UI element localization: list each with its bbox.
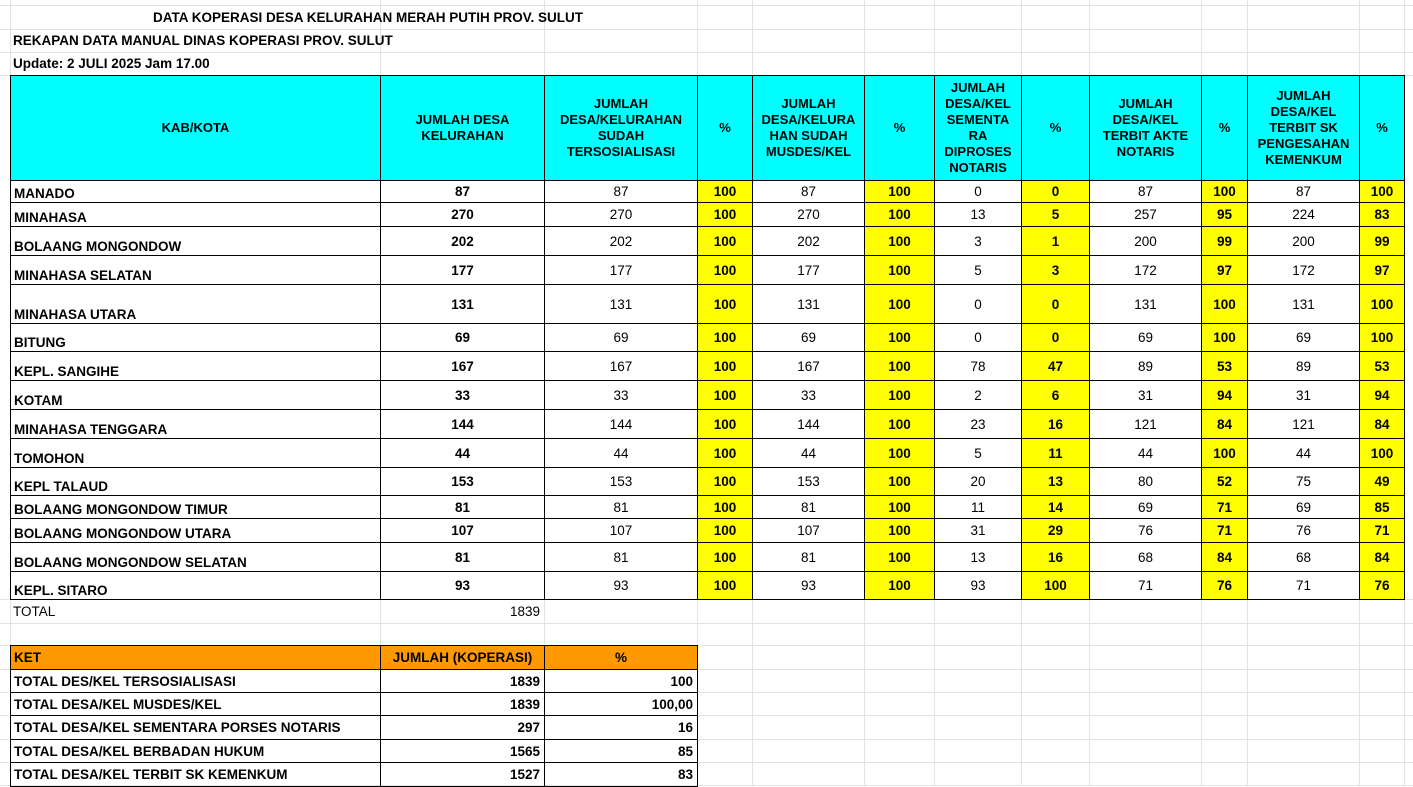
percent-cell: 100	[1201, 180, 1248, 203]
header-percent: %	[697, 75, 753, 181]
table-cell: 153	[544, 467, 698, 496]
percent-cell: 100	[697, 380, 753, 410]
table-cell: 31	[934, 518, 1022, 543]
table-cell: 71	[1247, 571, 1360, 600]
row-kab-kota: KEPL. SITARO	[10, 571, 381, 600]
summary-jumlah: 1527	[380, 762, 545, 787]
row-kab-kota: TOMOHON	[10, 438, 381, 468]
percent-cell: 99	[1359, 226, 1405, 256]
percent-cell: 97	[1201, 255, 1248, 285]
header-percent: %	[1021, 75, 1090, 181]
table-cell: 44	[752, 438, 865, 468]
percent-cell: 100	[864, 438, 935, 468]
percent-cell: 100	[1201, 438, 1248, 468]
percent-cell: 71	[1201, 495, 1248, 519]
header-column: JUMLAH DESA/KELURAHAN SUDAH TERSOSIALISASI	[544, 75, 698, 181]
table-cell: 68	[1089, 542, 1202, 572]
table-cell: 13	[934, 202, 1022, 227]
row-kab-kota: MINAHASA TENGGARA	[10, 409, 381, 439]
summary-percent: 85	[544, 739, 698, 763]
percent-cell: 29	[1021, 518, 1090, 543]
jumlah-desa-cell: 167	[380, 351, 545, 381]
table-cell: 69	[544, 323, 698, 352]
table-cell: 93	[752, 571, 865, 600]
row-kab-kota: MINAHASA	[10, 202, 381, 227]
percent-cell: 100	[697, 351, 753, 381]
table-cell: 167	[544, 351, 698, 381]
percent-cell: 100	[864, 351, 935, 381]
percent-cell: 76	[1201, 571, 1248, 600]
table-cell: 153	[752, 467, 865, 496]
table-cell: 172	[1089, 255, 1202, 285]
summary-percent: 100,00	[544, 692, 698, 716]
summary-header: JUMLAH (KOPERASI)	[380, 645, 545, 670]
percent-cell: 100	[1359, 284, 1405, 324]
percent-cell: 76	[1359, 571, 1405, 600]
table-cell: 5	[934, 438, 1022, 468]
header-percent: %	[1201, 75, 1248, 181]
row-kab-kota: KEPL TALAUD	[10, 467, 381, 496]
percent-cell: 100	[1359, 180, 1405, 203]
percent-cell: 53	[1201, 351, 1248, 381]
table-cell: 144	[752, 409, 865, 439]
row-kab-kota: BOLAANG MONGONDOW TIMUR	[10, 495, 381, 519]
percent-cell: 100	[1359, 323, 1405, 352]
percent-cell: 83	[1359, 202, 1405, 227]
percent-cell: 100	[864, 542, 935, 572]
percent-cell: 1	[1021, 226, 1090, 256]
jumlah-desa-cell: 177	[380, 255, 545, 285]
percent-cell: 100	[864, 380, 935, 410]
table-cell: 13	[934, 542, 1022, 572]
row-kab-kota: KOTAM	[10, 380, 381, 410]
total-label: TOTAL	[13, 603, 56, 619]
table-cell: 270	[752, 202, 865, 227]
percent-cell: 100	[697, 542, 753, 572]
percent-cell: 100	[864, 226, 935, 256]
table-cell: 44	[1247, 438, 1360, 468]
percent-cell: 100	[864, 255, 935, 285]
summary-label: TOTAL DESA/KEL TERBIT SK KEMENKUM	[10, 762, 381, 787]
table-cell: 202	[752, 226, 865, 256]
percent-cell: 100	[697, 495, 753, 519]
table-cell: 78	[934, 351, 1022, 381]
percent-cell: 52	[1201, 467, 1248, 496]
table-cell: 131	[752, 284, 865, 324]
table-cell: 93	[544, 571, 698, 600]
jumlah-desa-cell: 270	[380, 202, 545, 227]
table-cell: 107	[752, 518, 865, 543]
jumlah-desa-cell: 107	[380, 518, 545, 543]
percent-cell: 100	[697, 284, 753, 324]
table-cell: 144	[544, 409, 698, 439]
percent-cell: 84	[1201, 409, 1248, 439]
total-value: 1839	[509, 603, 540, 619]
percent-cell: 0	[1021, 284, 1090, 324]
summary-percent: 83	[544, 762, 698, 787]
percent-cell: 100	[864, 323, 935, 352]
jumlah-desa-cell: 69	[380, 323, 545, 352]
jumlah-desa-cell: 81	[380, 542, 545, 572]
summary-header: KET	[10, 645, 381, 670]
sheet-title: DATA KOPERASI DESA KELURAHAN MERAH PUTIH PROV. SULUT	[153, 9, 584, 25]
summary-percent: 100	[544, 669, 698, 693]
table-cell: 89	[1247, 351, 1360, 381]
percent-cell: 100	[697, 323, 753, 352]
table-cell: 5	[934, 255, 1022, 285]
row-kab-kota: MINAHASA SELATAN	[10, 255, 381, 285]
percent-cell: 100	[697, 571, 753, 600]
percent-cell: 14	[1021, 495, 1090, 519]
table-cell: 270	[544, 202, 698, 227]
percent-cell: 13	[1021, 467, 1090, 496]
percent-cell: 94	[1359, 380, 1405, 410]
header-percent: %	[1359, 75, 1405, 181]
table-cell: 71	[1089, 571, 1202, 600]
percent-cell: 47	[1021, 351, 1090, 381]
table-cell: 224	[1247, 202, 1360, 227]
row-kab-kota: MINAHASA UTARA	[10, 284, 381, 324]
percent-cell: 3	[1021, 255, 1090, 285]
summary-label: TOTAL DESA/KEL SEMENTARA PORSES NOTARIS	[10, 715, 381, 740]
percent-cell: 100	[1359, 438, 1405, 468]
header-column: JUMLAH DESA/KEL SEMENTA RA DIPROSES NOTARIS	[934, 75, 1022, 181]
percent-cell: 100	[697, 438, 753, 468]
summary-jumlah: 297	[380, 715, 545, 740]
header-percent: %	[864, 75, 935, 181]
percent-cell: 0	[1021, 180, 1090, 203]
table-cell: 131	[1247, 284, 1360, 324]
percent-cell: 5	[1021, 202, 1090, 227]
jumlah-desa-cell: 33	[380, 380, 545, 410]
percent-cell: 71	[1359, 518, 1405, 543]
percent-cell: 100	[864, 284, 935, 324]
percent-cell: 100	[864, 571, 935, 600]
jumlah-desa-cell: 153	[380, 467, 545, 496]
table-cell: 80	[1089, 467, 1202, 496]
row-kab-kota: MANADO	[10, 180, 381, 203]
header-column: JUMLAH DESA/KELURA HAN SUDAH MUSDES/KEL	[752, 75, 865, 181]
percent-cell: 100	[697, 255, 753, 285]
summary-header: %	[544, 645, 698, 670]
row-kab-kota: KEPL. SANGIHE	[10, 351, 381, 381]
percent-cell: 16	[1021, 542, 1090, 572]
percent-cell: 11	[1021, 438, 1090, 468]
percent-cell: 94	[1201, 380, 1248, 410]
jumlah-desa-cell: 202	[380, 226, 545, 256]
table-cell: 2	[934, 380, 1022, 410]
summary-jumlah: 1565	[380, 739, 545, 763]
table-cell: 81	[544, 495, 698, 519]
table-cell: 257	[1089, 202, 1202, 227]
row-kab-kota: BITUNG	[10, 323, 381, 352]
header-column: JUMLAH DESA/KEL TERBIT SK PENGESAHAN KEMENKUM	[1247, 75, 1360, 181]
table-cell: 33	[544, 380, 698, 410]
jumlah-desa-cell: 87	[380, 180, 545, 203]
table-cell: 93	[934, 571, 1022, 600]
table-cell: 87	[752, 180, 865, 203]
table-cell: 81	[544, 542, 698, 572]
table-cell: 121	[1247, 409, 1360, 439]
table-cell: 31	[1247, 380, 1360, 410]
table-cell: 87	[1247, 180, 1360, 203]
jumlah-desa-cell: 93	[380, 571, 545, 600]
table-cell: 69	[1089, 495, 1202, 519]
table-cell: 131	[1089, 284, 1202, 324]
percent-cell: 84	[1201, 542, 1248, 572]
percent-cell: 16	[1021, 409, 1090, 439]
table-cell: 69	[752, 323, 865, 352]
percent-cell: 100	[864, 202, 935, 227]
table-cell: 0	[934, 284, 1022, 324]
percent-cell: 100	[697, 180, 753, 203]
table-cell: 172	[1247, 255, 1360, 285]
percent-cell: 100	[864, 518, 935, 543]
row-kab-kota: BOLAANG MONGONDOW	[10, 226, 381, 256]
row-kab-kota: BOLAANG MONGONDOW UTARA	[10, 518, 381, 543]
table-cell: 167	[752, 351, 865, 381]
percent-cell: 100	[864, 180, 935, 203]
sheet-subtitle: REKAPAN DATA MANUAL DINAS KOPERASI PROV. SULUT	[13, 33, 393, 48]
table-cell: 44	[544, 438, 698, 468]
percent-cell: 100	[1201, 284, 1248, 324]
table-cell: 202	[544, 226, 698, 256]
percent-cell: 100	[1201, 323, 1248, 352]
table-cell: 69	[1247, 495, 1360, 519]
percent-cell: 100	[1021, 571, 1090, 600]
percent-cell: 97	[1359, 255, 1405, 285]
header-column: JUMLAH DESA KELURAHAN	[380, 75, 545, 181]
table-cell: 81	[752, 542, 865, 572]
percent-cell: 100	[697, 467, 753, 496]
gridline	[0, 623, 1413, 624]
percent-cell: 100	[864, 409, 935, 439]
percent-cell: 85	[1359, 495, 1405, 519]
percent-cell: 6	[1021, 380, 1090, 410]
percent-cell: 84	[1359, 409, 1405, 439]
summary-label: TOTAL DESA/KEL BERBADAN HUKUM	[10, 739, 381, 763]
table-cell: 75	[1247, 467, 1360, 496]
row-kab-kota: BOLAANG MONGONDOW SELATAN	[10, 542, 381, 572]
table-cell: 68	[1247, 542, 1360, 572]
percent-cell: 53	[1359, 351, 1405, 381]
summary-label: TOTAL DESA/KEL MUSDES/KEL	[10, 692, 381, 716]
table-cell: 3	[934, 226, 1022, 256]
percent-cell: 100	[864, 495, 935, 519]
table-cell: 69	[1247, 323, 1360, 352]
table-cell: 23	[934, 409, 1022, 439]
percent-cell: 100	[864, 467, 935, 496]
jumlah-desa-cell: 44	[380, 438, 545, 468]
header-column: JUMLAH DESA/KEL TERBIT AKTE NOTARIS	[1089, 75, 1202, 181]
summary-label: TOTAL DES/KEL TERSOSIALISASI	[10, 669, 381, 693]
table-cell: 107	[544, 518, 698, 543]
table-cell: 177	[752, 255, 865, 285]
jumlah-desa-cell: 144	[380, 409, 545, 439]
table-cell: 200	[1247, 226, 1360, 256]
percent-cell: 99	[1201, 226, 1248, 256]
percent-cell: 100	[697, 226, 753, 256]
percent-cell: 84	[1359, 542, 1405, 572]
update-timestamp: Update: 2 JULI 2025 Jam 17.00	[13, 56, 210, 71]
table-cell: 89	[1089, 351, 1202, 381]
percent-cell: 100	[697, 409, 753, 439]
summary-jumlah: 1839	[380, 669, 545, 693]
table-cell: 11	[934, 495, 1022, 519]
summary-jumlah: 1839	[380, 692, 545, 716]
percent-cell: 49	[1359, 467, 1405, 496]
table-cell: 33	[752, 380, 865, 410]
table-cell: 0	[934, 180, 1022, 203]
table-cell: 31	[1089, 380, 1202, 410]
table-cell: 76	[1089, 518, 1202, 543]
table-cell: 87	[1089, 180, 1202, 203]
percent-cell: 95	[1201, 202, 1248, 227]
table-cell: 131	[544, 284, 698, 324]
table-cell: 200	[1089, 226, 1202, 256]
summary-percent: 16	[544, 715, 698, 740]
table-cell: 44	[1089, 438, 1202, 468]
table-cell: 69	[1089, 323, 1202, 352]
header-kab-kota: KAB/KOTA	[10, 75, 381, 181]
table-cell: 177	[544, 255, 698, 285]
percent-cell: 0	[1021, 323, 1090, 352]
percent-cell: 71	[1201, 518, 1248, 543]
table-cell: 76	[1247, 518, 1360, 543]
table-cell: 81	[752, 495, 865, 519]
jumlah-desa-cell: 131	[380, 284, 545, 324]
percent-cell: 100	[697, 518, 753, 543]
table-cell: 0	[934, 323, 1022, 352]
table-cell: 87	[544, 180, 698, 203]
table-cell: 20	[934, 467, 1022, 496]
table-cell: 121	[1089, 409, 1202, 439]
jumlah-desa-cell: 81	[380, 495, 545, 519]
percent-cell: 100	[697, 202, 753, 227]
